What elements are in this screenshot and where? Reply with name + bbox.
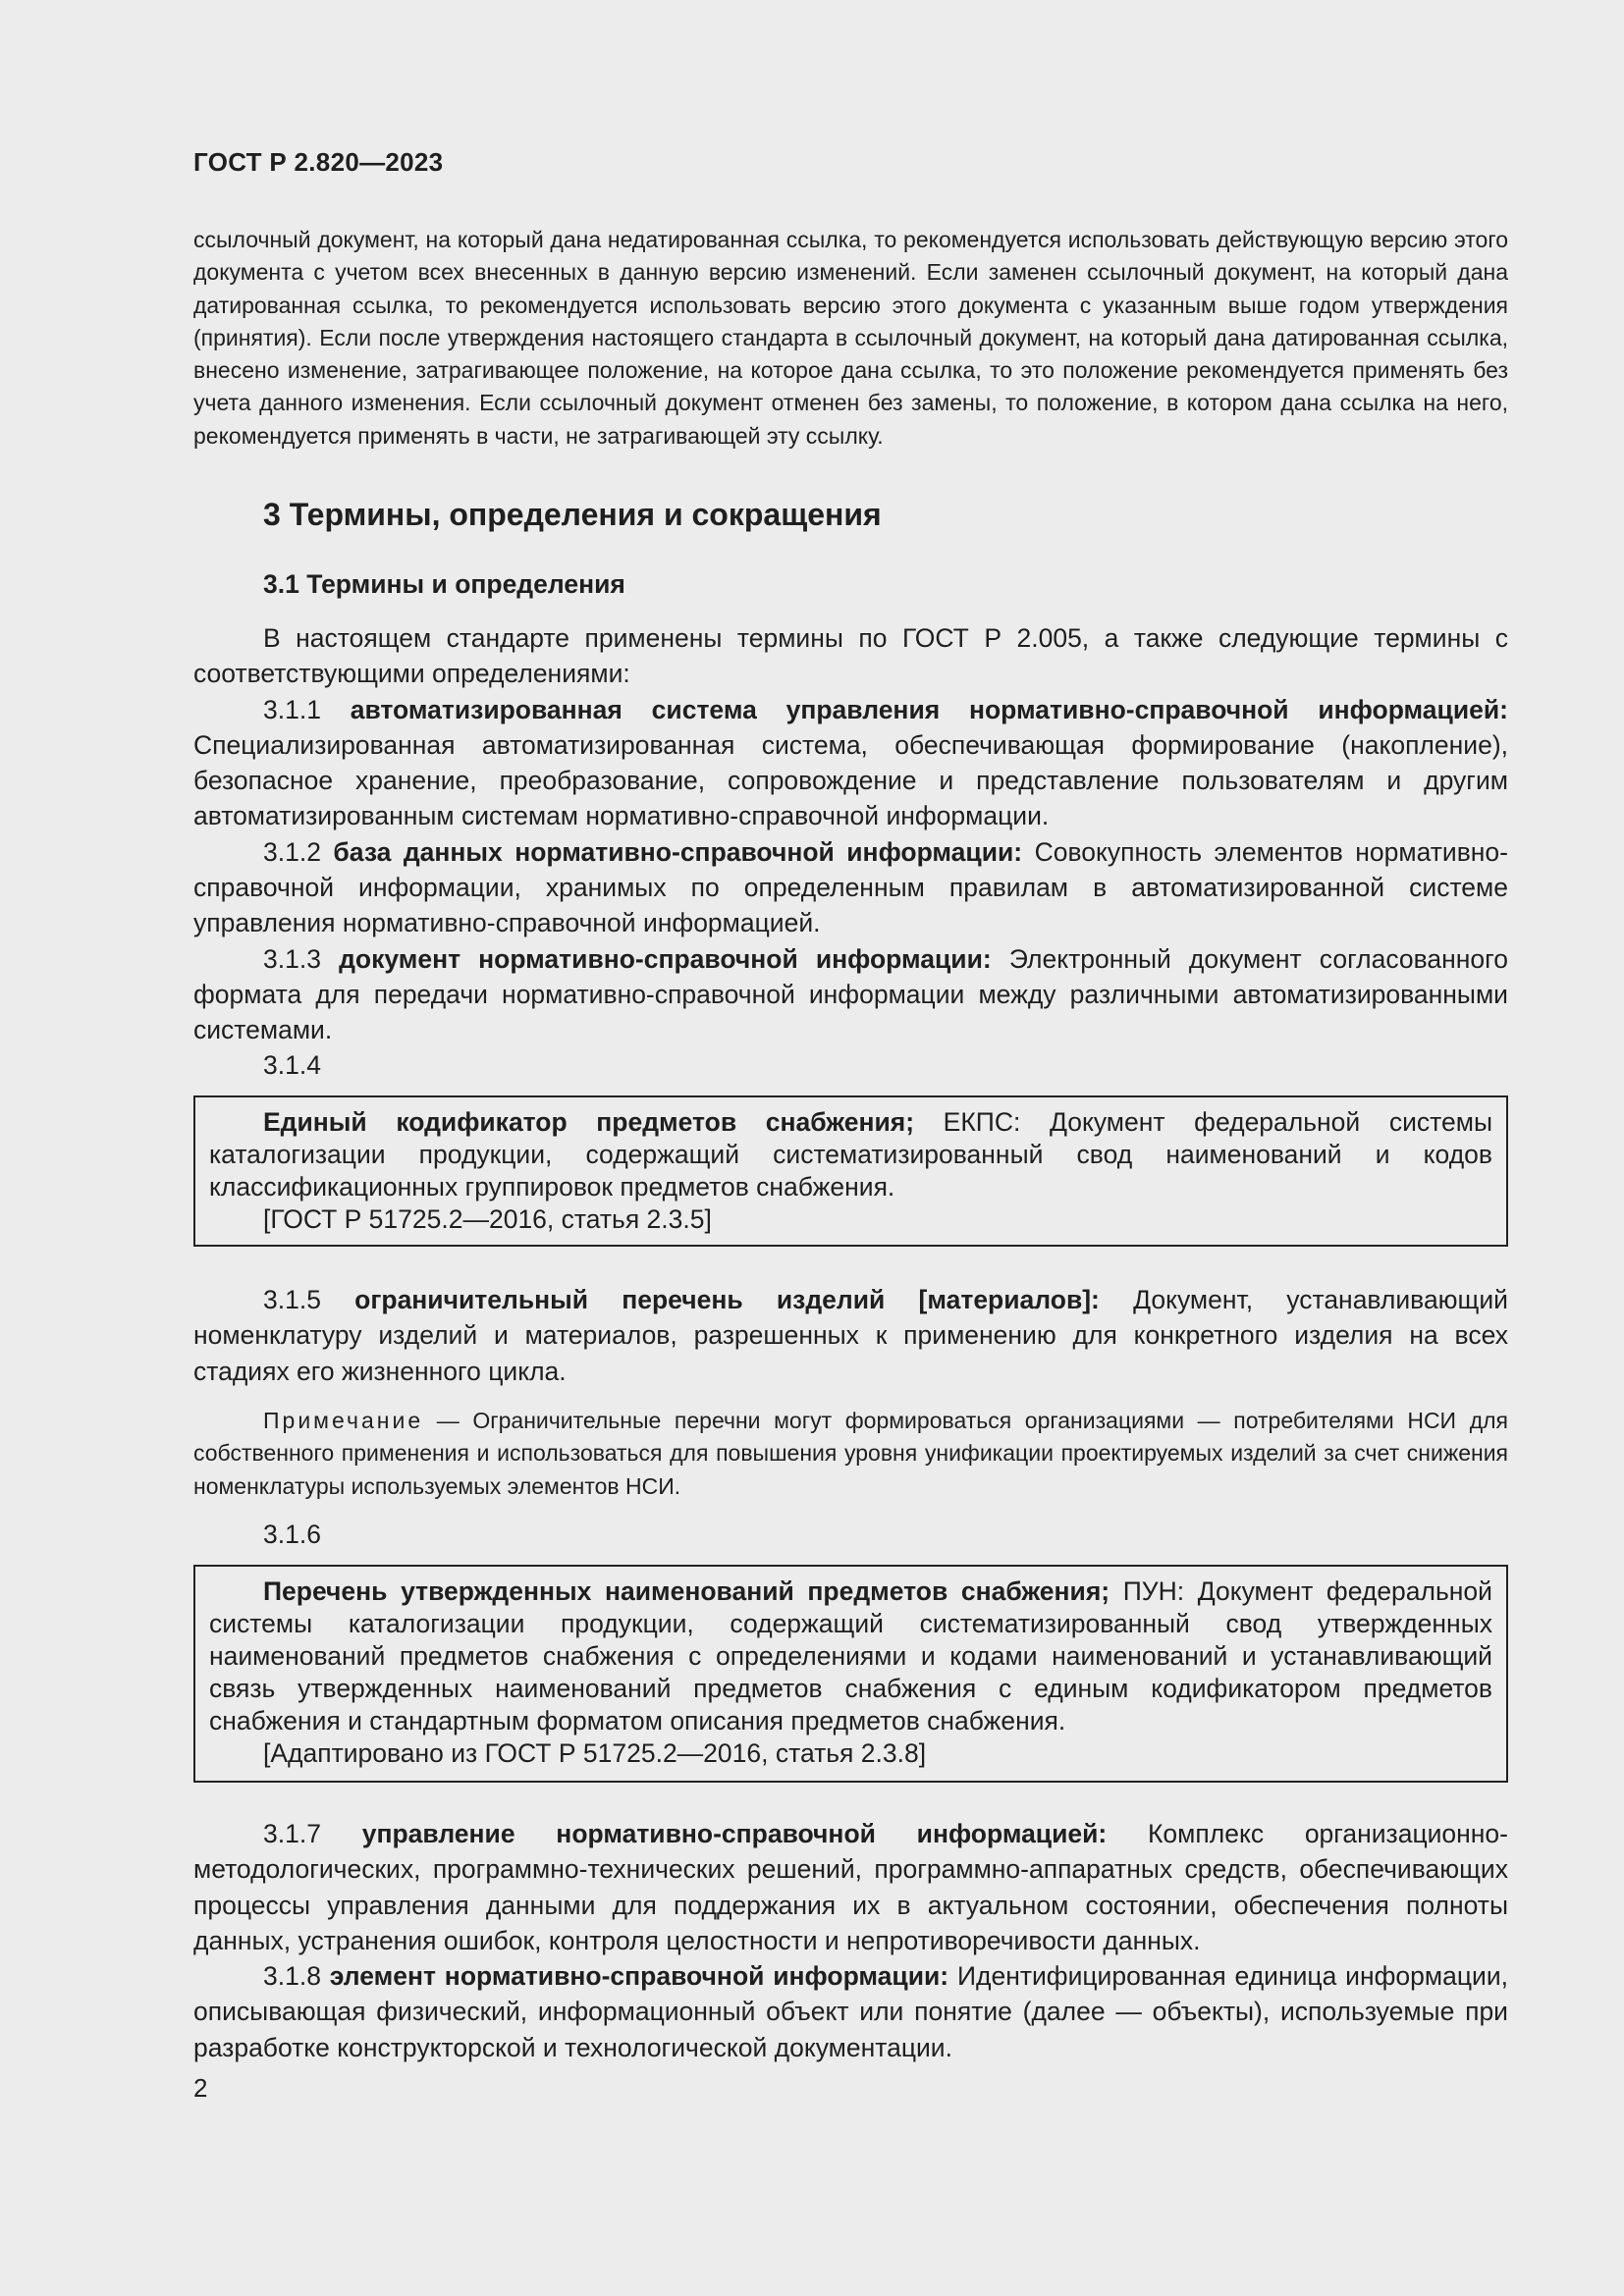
term-3-1-6-text <box>209 1575 1492 1737</box>
term-3-1-5 <box>193 1282 1508 1389</box>
note-body: — Ограничительные перечни могут формироваться организациями — потребителями НСИ для собственного применения и использоваться для повышения уровня унификации проектируемых изделий за счет снижения номенклатуры используемых элементов НСИ. <box>193 1408 1508 1499</box>
term-number: 3.1.8 <box>263 1961 321 1992</box>
intro-paragraph-text: ссылочный документ, на который дана недатированная ссылка, то рекомендуется использовать действующую версию этого документа с учетом всех внесенных в данную версию изменений. Если заменен ссылочный документ, на который дана датированная ссылка, то рекомендуется использовать версию этого документа с указанным выше годом утверждения (принятия). Если после утверждения настоящего стандарта в ссылочный документ, на который дана датированная ссылка, внесено изменение, затрагивающее положение, на которое дана ссылка, то это положение рекомендуется применять без учета данного изменения. Если ссылочный документ отменен без замены, то положение, в котором дана ссылка на него, рекомендуется применять в части, не затрагивающей эту ссылку. <box>193 227 1508 449</box>
term-number: 3.1.2 <box>263 836 321 867</box>
term-abbreviation: ЕКПС: <box>943 1107 1021 1137</box>
term-name: Перечень утвержденных наименований предметов снабжения; <box>263 1576 1110 1606</box>
term-number: 3.1.7 <box>263 1819 321 1848</box>
term-definition: Идентифицированная единица информации, описывающая физический, информационный объект или понятие (далее — объекты), используемые при разработке конструкторской и технологической документации. <box>193 1961 1508 2062</box>
term-3-1-7 <box>193 1816 1508 1958</box>
term-definition: Комплекс организационно-методологических, программно-технических решений, программно-аппаратных средств, обеспечивающих процессы управления данными для поддержания их в актуальном состоянии, обеспечения полноты данных, устранения ошибок, контроля целостности и непротиворечивости данных. <box>193 1819 1508 1955</box>
subsection-3-1-title: 3.1 Термины и определения <box>263 569 625 599</box>
term-definition: Электронный документ согласованного формата для передачи нормативно-справочной информации между различными автоматизированными системами. <box>193 943 1508 1045</box>
term-name: управление нормативно-справочной информацией: <box>361 1819 1108 1848</box>
term-name: ограничительный перечень изделий [материалов]: <box>354 1285 1100 1314</box>
term-definition: Документ федеральной системы каталогизации продукции, содержащий систематизированный свод утвержденных наименований предметов снабжения с определениями и кодами наименований и устанавливающий связь утвержденных наименований предметов снабжения с единым кодификатором предметов снабжения и стандартным форматом описания предметов снабжения. <box>209 1576 1492 1735</box>
terms-block-1 <box>193 620 1508 1048</box>
term-number: 3.1.3 <box>263 943 321 974</box>
page-number: 2 <box>193 2073 208 2103</box>
term-3-1-4-box <box>193 1095 1508 1247</box>
term-abbreviation: ПУН: <box>1122 1576 1185 1606</box>
intro-paragraph <box>193 224 1508 453</box>
term-3-1-8 <box>193 1958 1508 2065</box>
term-number: 3.1.1 <box>263 694 321 724</box>
term-name: автоматизированная система управления нормативно-справочной информацией: <box>350 694 1508 724</box>
term-name: база данных нормативно-справочной информации: <box>333 836 1023 867</box>
term-3-1-3 <box>193 941 1508 1048</box>
term-3-1-5-block <box>193 1282 1508 1389</box>
subsection-3-1-intro: В настоящем стандарте применены термины по ГОСТ Р 2.005, а также следующие термины с соответствующими определениями: <box>193 623 1508 689</box>
term-definition: Документ, устанавливающий номенклатуру изделий и материалов, разрешенных к применению для конкретного изделия на всех стадиях его жизненного цикла. <box>193 1285 1508 1386</box>
term-name: документ нормативно-справочной информации: <box>339 943 992 974</box>
term-3-1-6-source: [Адаптировано из ГОСТ Р 51725.2—2016, статья 2.3.8] <box>263 1738 927 1768</box>
terms-block-2 <box>193 1816 1508 2065</box>
term-name: Единый кодификатор предметов снабжения; <box>263 1107 915 1137</box>
term-3-1-5-note <box>193 1405 1508 1503</box>
note-label: Примечание <box>263 1408 424 1433</box>
term-3-1-6-number: 3.1.6 <box>263 1520 321 1549</box>
term-definition: Специализированная автоматизированная система, обеспечивающая формирование (накопление), безопасное хранение, преобразование, сопровождение и представление пользователям и другим автоматизированным системам нормативно-справочной информации. <box>193 729 1508 831</box>
term-definition: Документ федеральной системы каталогизации продукции, содержащий систематизированный свод наименований и кодов классификационных группировок предметов снабжения. <box>209 1107 1492 1201</box>
term-definition: Совокупность элементов нормативно-справочной информации, хранимых по определенным правилам в автоматизированной системе управления нормативно-справочной информацией. <box>193 836 1508 938</box>
note-text <box>193 1405 1508 1503</box>
term-name: элемент нормативно-справочной информации: <box>329 1961 949 1992</box>
term-3-1-4-number: 3.1.4 <box>263 1050 321 1080</box>
section-3-title: 3 Термины, определения и сокращения <box>263 497 882 532</box>
term-3-1-4-text <box>209 1106 1492 1203</box>
term-3-1-1 <box>193 692 1508 834</box>
term-3-1-2 <box>193 834 1508 941</box>
term-3-1-6-box <box>193 1565 1508 1783</box>
document-header-code: ГОСТ Р 2.820—2023 <box>193 147 444 177</box>
term-3-1-4-source: [ГОСТ Р 51725.2—2016, статья 2.3.5] <box>263 1204 712 1234</box>
term-number: 3.1.5 <box>263 1285 321 1314</box>
